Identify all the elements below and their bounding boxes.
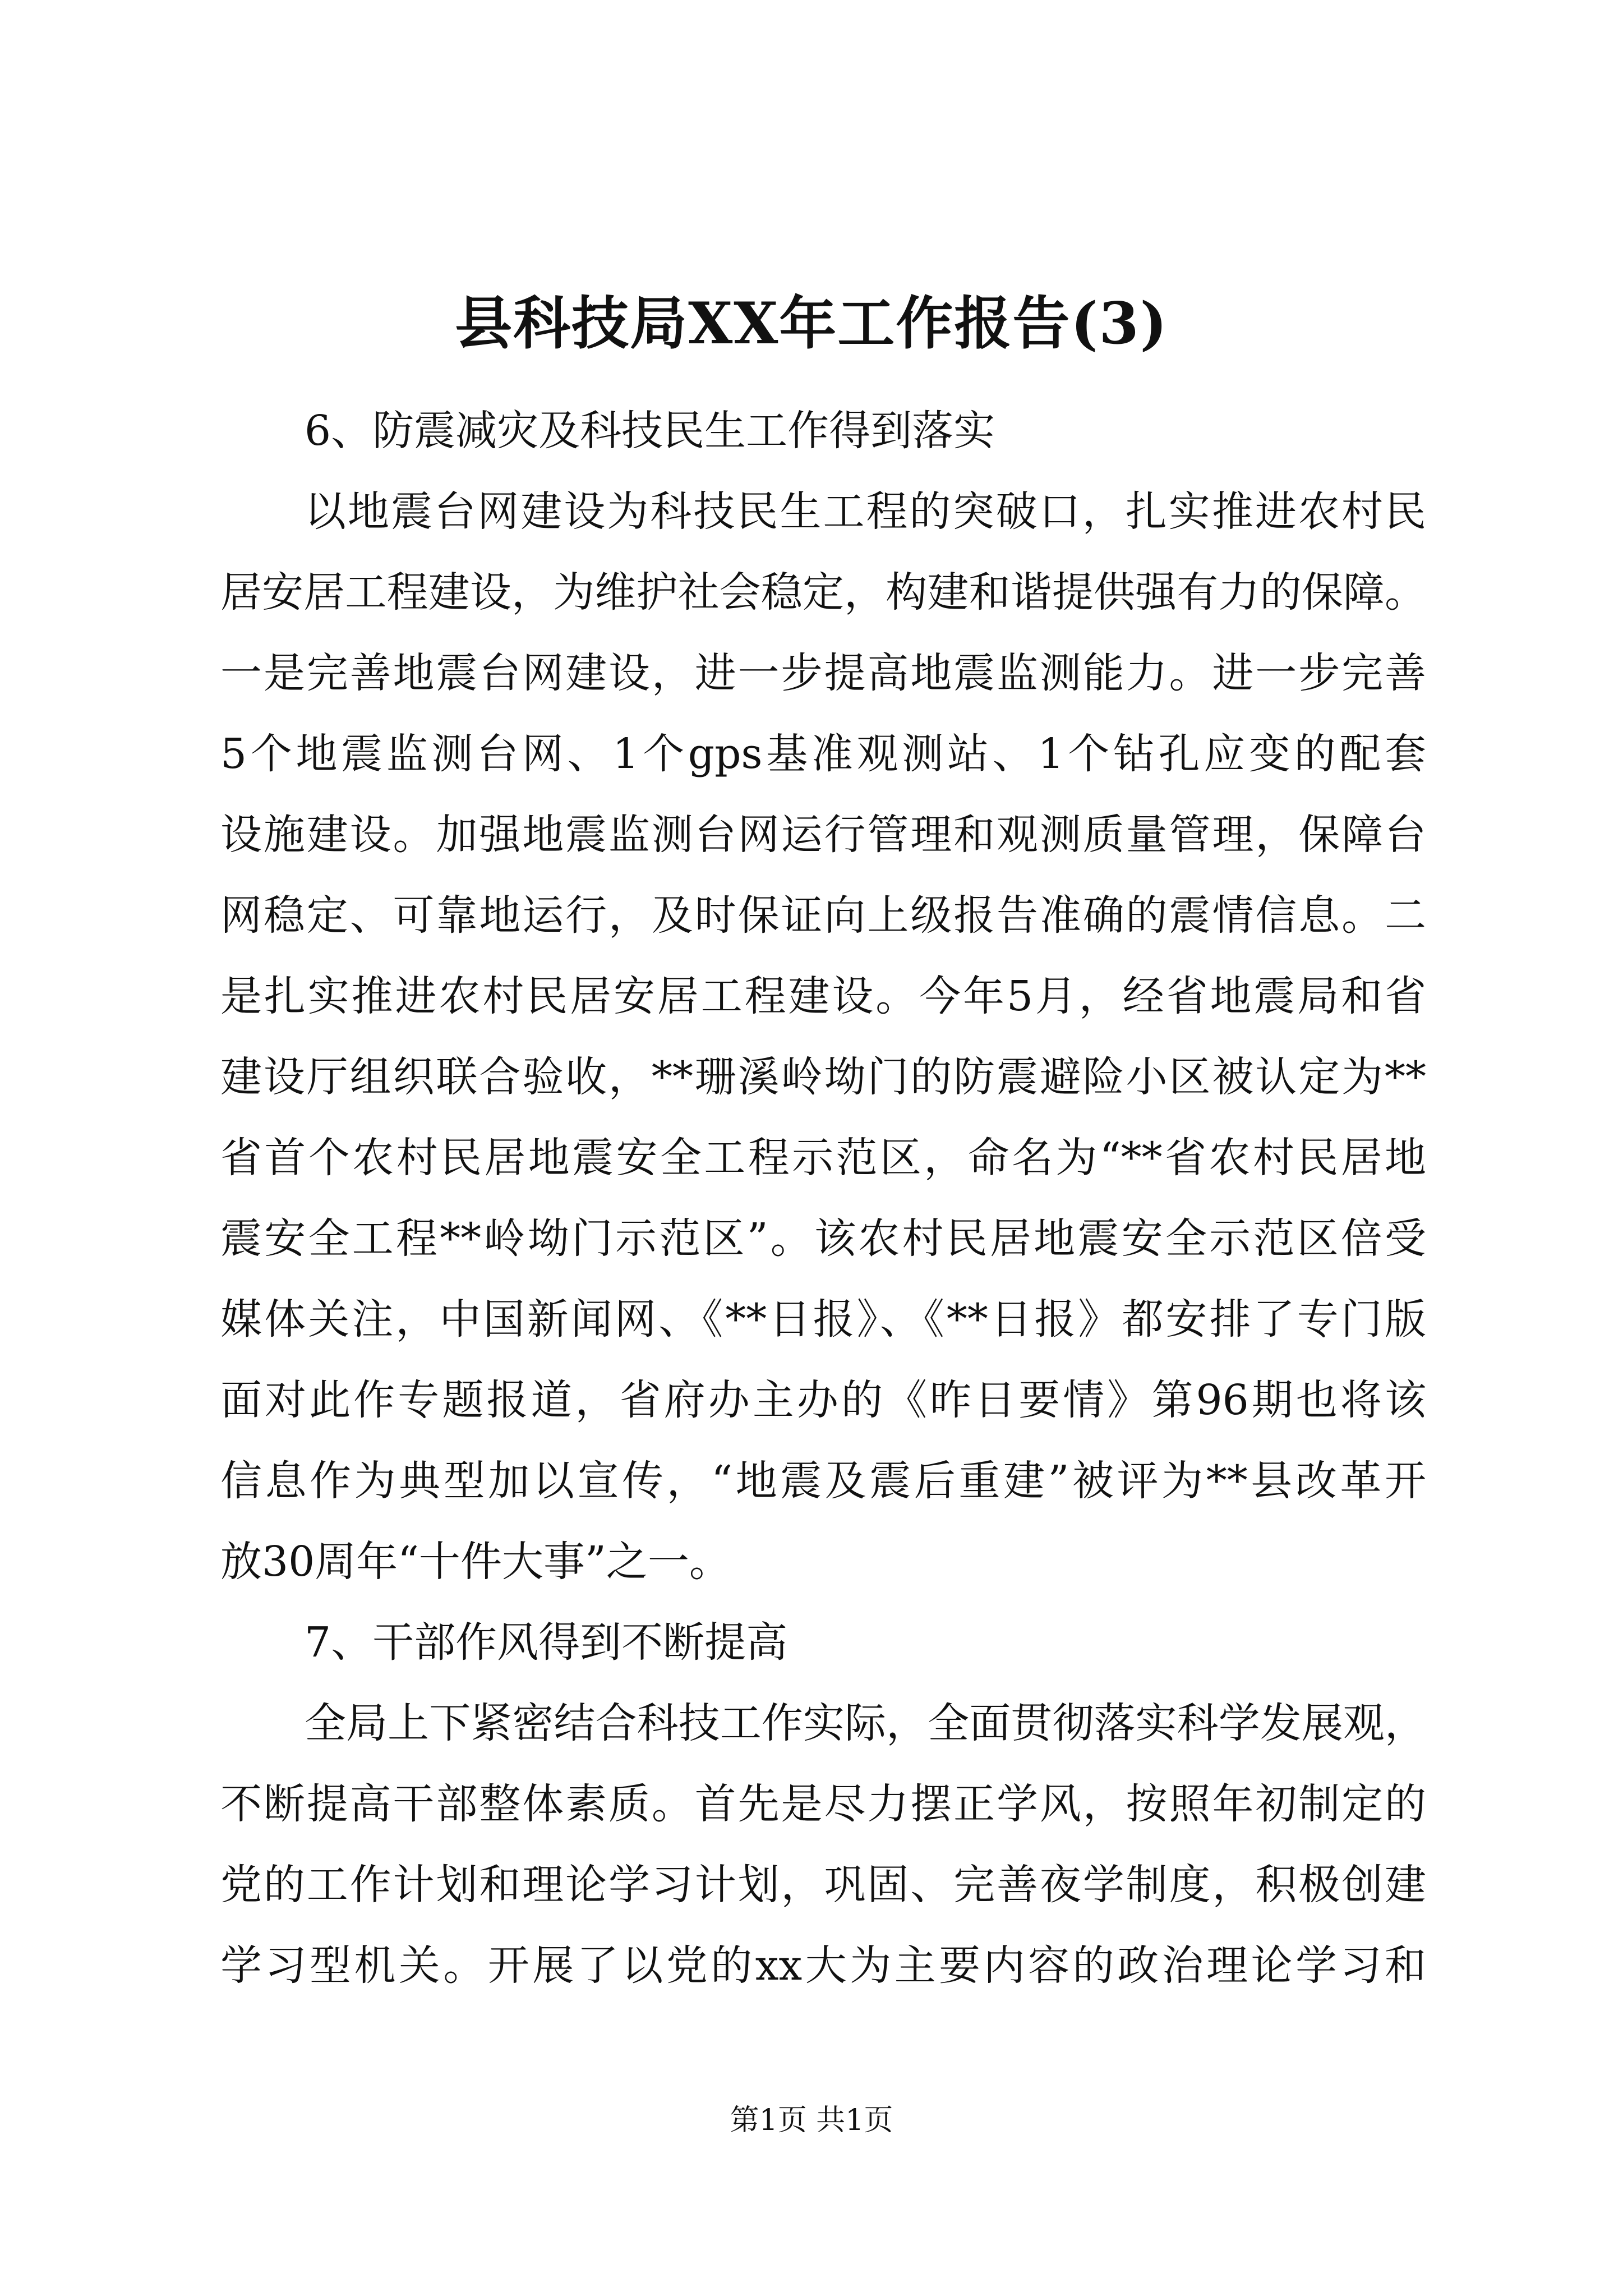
body-line: 5个地震监测台网、1个gps基准观测站、1个钻孔应变的配套 bbox=[220, 730, 1426, 778]
document-body bbox=[220, 390, 1426, 2006]
body-line: 不断提高干部整体素质。首先是尽力摆正学风，按照年初制定的 bbox=[220, 1780, 1426, 1828]
body-line: 放30周年“十件大事”之一。 bbox=[220, 1538, 731, 1586]
body-line: 一是完善地震台网建设，进一步提高地震监测能力。进一步完善 bbox=[220, 649, 1426, 697]
body-line: 以地震台网建设为科技民生工程的突破口，扎实推进农村民 bbox=[305, 487, 1426, 536]
body-line: 建设厅组织联合验收，**珊溪岭坳门的防震避险小区被认定为** bbox=[220, 1053, 1426, 1101]
body-line: 居安居工程建设，为维护社会稳定，构建和谐提供强有力的保障。 bbox=[220, 568, 1426, 616]
body-line: 7、干部作风得到不断提高 bbox=[305, 1618, 788, 1667]
body-line: 信息作为典型加以宣传，“地震及震后重建”被评为**县改革开 bbox=[220, 1457, 1426, 1505]
body-line: 设施建设。加强地震监测台网运行管理和观测质量管理，保障台 bbox=[220, 811, 1426, 859]
body-line: 媒体关注，中国新闻网、《**日报》、《**日报》都安排了专门版 bbox=[220, 1295, 1426, 1343]
body-line: 6、防震减灾及科技民生工作得到落实 bbox=[305, 407, 995, 455]
body-line: 省首个农村民居地震安全工程示范区，命名为“**省农村民居地 bbox=[220, 1134, 1426, 1182]
body-line: 全局上下紧密结合科技工作实际，全面贯彻落实科学发展观， bbox=[305, 1699, 1426, 1747]
body-line: 面对此作专题报道，省府办主办的《昨日要情》第96期也将该 bbox=[220, 1376, 1426, 1424]
body-line: 是扎实推进农村民居安居工程建设。今年5月，经省地震局和省 bbox=[220, 972, 1426, 1020]
body-line: 学习型机关。开展了以党的xx大为主要内容的政治理论学习和 bbox=[220, 1941, 1426, 1990]
body-line: 震安全工程**岭坳门示范区”。该农村民居地震安全示范区倍受 bbox=[220, 1214, 1426, 1263]
document-title: 县科技局XX年工作报告(3) bbox=[455, 290, 1168, 357]
body-line: 网稳定、可靠地运行，及时保证向上级报告准确的震情信息。二 bbox=[220, 891, 1426, 940]
body-line: 党的工作计划和理论学习计划，巩固、完善夜学制度，积极创建 bbox=[220, 1861, 1426, 1909]
page-footer: 第1页 共1页 bbox=[730, 2104, 893, 2137]
